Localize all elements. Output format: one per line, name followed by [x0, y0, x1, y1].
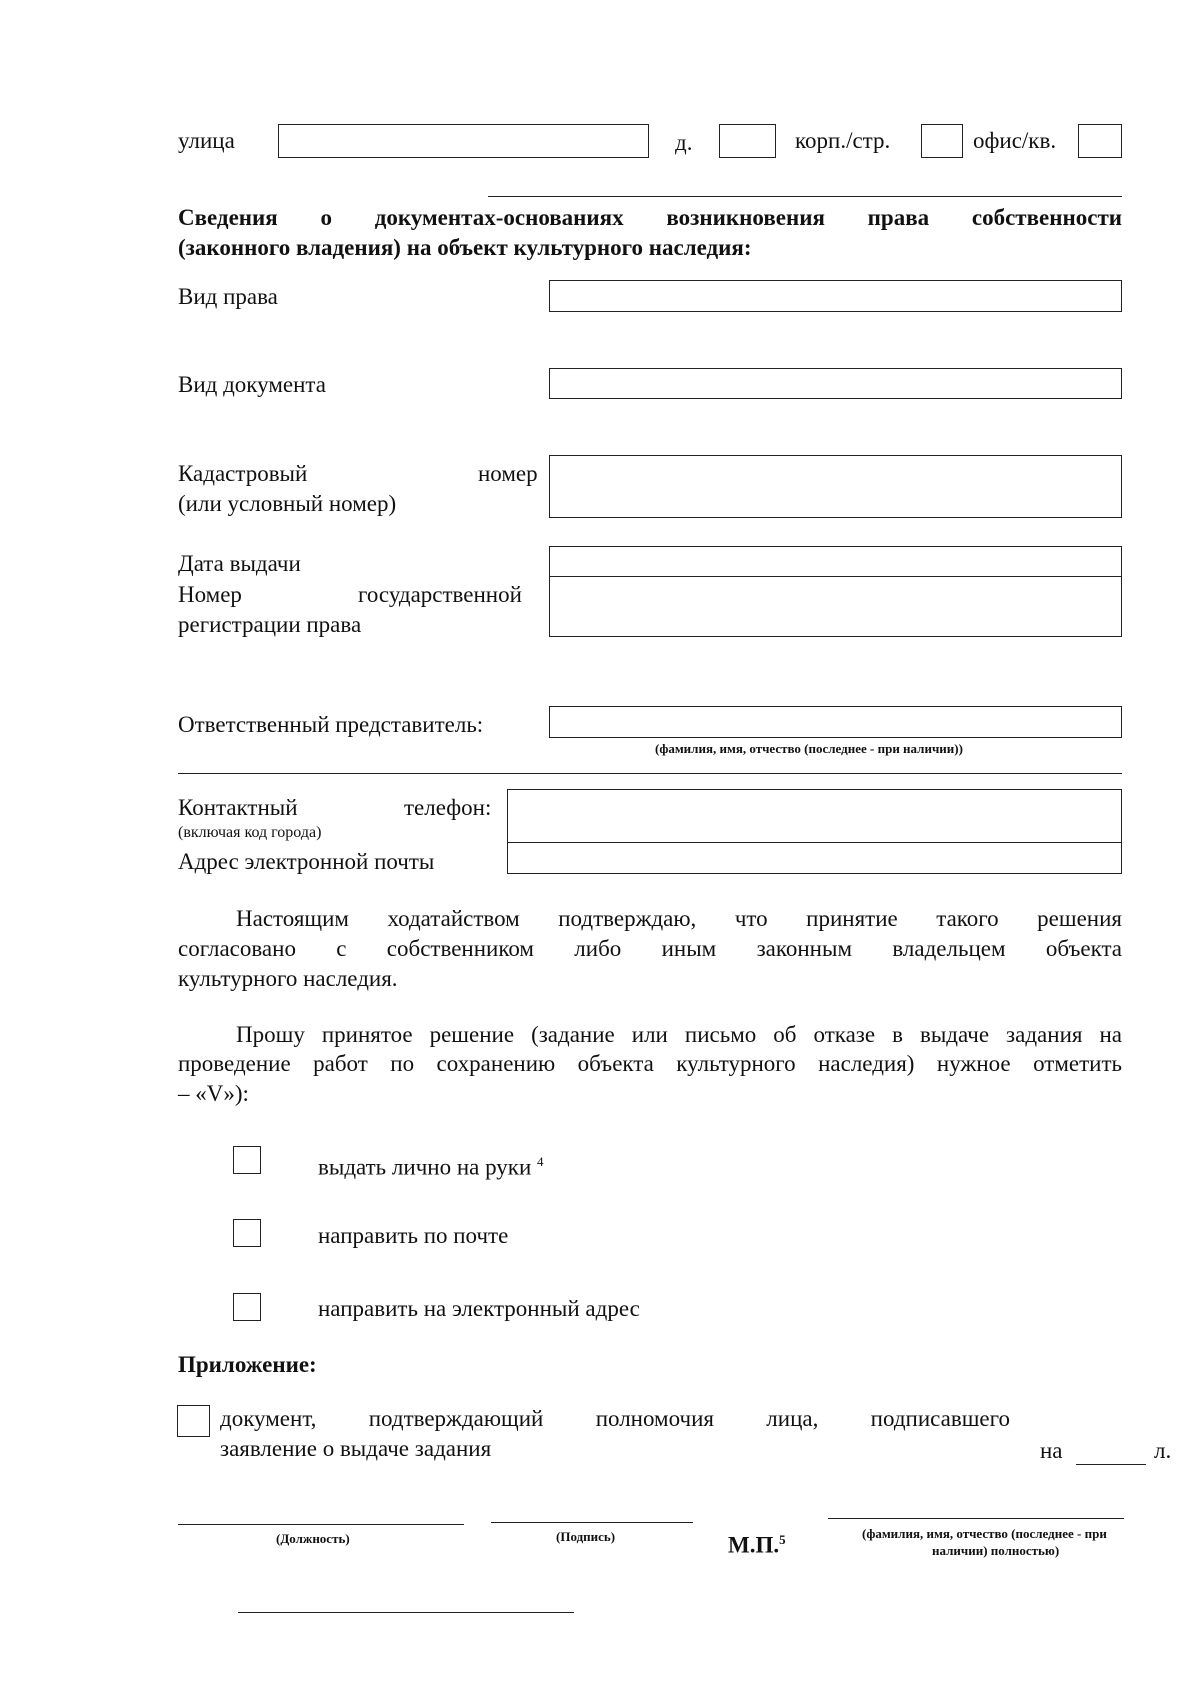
building-field[interactable] [921, 124, 963, 158]
section-heading-line2: (законного владения) на объект культурного наследия: [178, 235, 752, 260]
building-label: корп./стр. [795, 128, 891, 153]
email-field[interactable] [507, 842, 1122, 874]
document-type-field[interactable] [549, 368, 1122, 399]
position-line[interactable] [178, 1524, 464, 1525]
name-caption-line1: (фамилия, имя, отчество (последнее - при [862, 1526, 1107, 1541]
email-label: Адрес электронной почты [178, 849, 435, 874]
document-type-label: Вид документа [178, 372, 326, 397]
stamp-label: М.П.$^5$ [728, 1532, 786, 1558]
attachment-heading: Приложение: [178, 1352, 317, 1377]
consent-line1: Настоящим ходатайством подтверждаю, что принятие такого решения [236, 906, 1122, 931]
phone-field[interactable] [507, 789, 1122, 843]
signature-caption: (Подпись) [556, 1529, 616, 1544]
issue-date-label: Дата выдачи [178, 551, 301, 576]
option-email-label: направить на электронный адрес [318, 1296, 640, 1321]
request-line3: – «V»): [178, 1081, 249, 1106]
position-caption: (Должность) [276, 1531, 350, 1546]
option-email-checkbox[interactable] [233, 1293, 261, 1321]
cadastral-label-line2: (или условный номер) [178, 491, 397, 516]
office-field[interactable] [1078, 124, 1122, 158]
consent-line3: культурного наследия. [178, 966, 398, 991]
option-in-person-label: выдать лично на руки $^4$ [318, 1154, 544, 1180]
option-mail-checkbox[interactable] [233, 1219, 261, 1247]
representative-label: Ответственный представитель: [178, 712, 484, 737]
request-line1: Прошу принятое решение (задание или письмо об отказе в выдаче задания на [236, 1022, 1122, 1047]
cadastral-label-word1: Кадастровый [178, 461, 308, 486]
pages-count-field[interactable] [1076, 1464, 1146, 1465]
pages-prefix: на [1040, 1438, 1063, 1463]
reg-number-field[interactable] [549, 576, 1122, 637]
street-field[interactable] [278, 124, 649, 158]
house-label: д. [675, 130, 693, 155]
option-in-person-checkbox[interactable] [233, 1146, 261, 1174]
issue-date-field[interactable] [549, 546, 1122, 577]
attachment-line2: заявление о выдаче задания [220, 1436, 492, 1461]
phone-label-word1: Контактный [178, 795, 298, 820]
attachment-line1: документ, подтверждающий полномочия лица, подписавшего [220, 1406, 1010, 1431]
cadastral-label-word2: номер [478, 461, 538, 486]
divider [488, 196, 1122, 197]
reg-number-word2: государственной [358, 582, 522, 607]
attachment-checkbox[interactable] [177, 1405, 210, 1437]
name-line[interactable] [828, 1518, 1124, 1519]
right-type-label: Вид права [178, 284, 278, 309]
divider [178, 773, 1122, 774]
office-label: офис/кв. [973, 128, 1057, 153]
option-mail-label: направить по почте [318, 1223, 509, 1248]
name-caption-line2: наличии) полностью) [932, 1543, 1060, 1558]
consent-line2: согласовано с собственником либо иным законным владельцем объекта [178, 936, 1122, 961]
phone-label-word2: телефон: [404, 795, 492, 820]
right-type-field[interactable] [549, 280, 1122, 312]
request-line2: проведение работ по сохранению объекта культурного наследия) нужное отметить [178, 1051, 1122, 1076]
house-field[interactable] [719, 124, 776, 158]
pages-suffix: л. [1154, 1438, 1172, 1463]
reg-number-word1: Номер [178, 582, 242, 607]
phone-note: (включая код города) [178, 824, 322, 841]
footnote-separator [238, 1612, 574, 1613]
representative-field[interactable] [549, 706, 1122, 738]
signature-line[interactable] [491, 1522, 693, 1523]
street-label: улица [178, 128, 235, 153]
representative-caption: (фамилия, имя, отчество (последнее - при наличии)) [655, 741, 963, 756]
section-heading-line1: Сведения о документах-основаниях возникновения права собственности [178, 205, 1122, 230]
cadastral-field[interactable] [549, 455, 1122, 518]
reg-number-line2: регистрации права [178, 612, 362, 637]
